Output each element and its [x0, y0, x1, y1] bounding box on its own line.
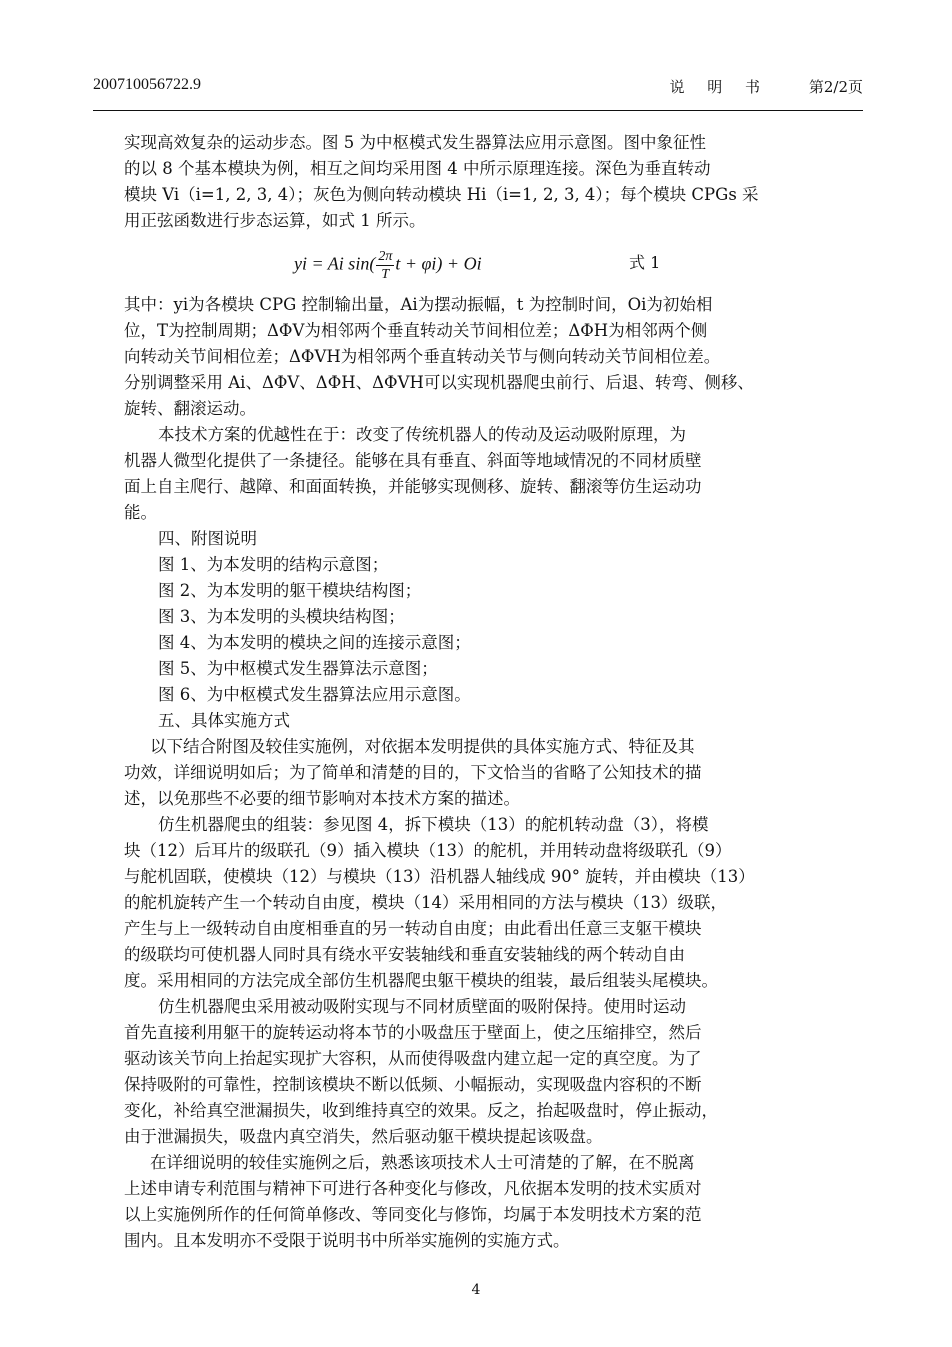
document-body: [124, 130, 788, 1254]
application-number: 200710056722.9: [93, 76, 201, 93]
paragraph-3: [124, 422, 788, 526]
text-line: 的舵机旋转产生一个转动自由度，模块（14）采用相同的方法与模块（13）级联，: [124, 893, 727, 912]
text-line: 其中：yi为各模块 CPG 控制输出量，Ai为摆动振幅，t 为控制时间，Oi为初始相: [124, 295, 713, 314]
text-line: 向转动关节间相位差；ΔΦVH为相邻两个垂直转动关节与侧向转动关节间相位差。: [124, 347, 721, 366]
paragraph-2: [124, 292, 788, 422]
formula-1: [124, 234, 788, 292]
text-line: 模块 Vi（i=1, 2, 3, 4）；灰色为侧向转动模块 Hi（i=1, 2, 3, 4）；每个模块 CPGs 采: [124, 185, 759, 204]
paragraph-5: [124, 812, 788, 994]
text-line: 能。: [124, 503, 157, 522]
formula-rhs: t + φi) + Oi: [395, 253, 482, 274]
text-line: 旋转、翻滚运动。: [124, 399, 256, 418]
fraction-denominator: T: [381, 267, 390, 282]
fraction-numerator: 2π: [378, 249, 393, 264]
figure-caption-item: 图 3、为本发明的头模块结构图；: [158, 607, 405, 626]
formula-lhs: yi = Ai sin(: [294, 253, 376, 274]
text-line: 用正弦函数进行步态运算，如式 1 所示。: [124, 211, 426, 230]
figure-caption-item: 图 4、为本发明的模块之间的连接示意图；: [158, 633, 471, 652]
text-line: 机器人微型化提供了一条捷径。能够在具有垂直、斜面等地域情况的不同材质壁: [124, 451, 702, 470]
text-line: 的以 8 个基本模块为例，相互之间均采用图 4 中所示原理连接。深色为垂直转动: [124, 159, 711, 178]
text-line: 功效，详细说明如后；为了简单和清楚的目的，下文恰当的省略了公知技术的描: [124, 763, 702, 782]
formula-label: 式 1: [629, 253, 661, 272]
text-line: 保持吸附的可靠性，控制该模块不断以低频、小幅振动，实现吸盘内容积的不断: [124, 1075, 702, 1094]
figure-caption-item: 图 1、为本发明的结构示意图；: [158, 555, 389, 574]
paragraph-4: [124, 734, 788, 812]
page-header: [93, 76, 863, 100]
text-line: 仿生机器爬虫的组装：参见图 4，拆下模块（13）的舵机转动盘（3），将模: [158, 815, 709, 834]
figure-caption-item: 图 5、为中枢模式发生器算法示意图；: [158, 659, 438, 678]
text-line: 驱动该关节向上抬起实现扩大容积，从而使得吸盘内建立起一定的真空度。为了: [124, 1049, 702, 1068]
text-line: 产生与上一级转动自由度相垂直的另一转动自由度；由此看出任意三支躯干模块: [124, 919, 702, 938]
text-line: 变化，补给真空泄漏损失，收到维持真空的效果。反之，抬起吸盘时，停止振动，: [124, 1101, 718, 1120]
page-number: 4: [471, 1282, 481, 1298]
text-line: 位，T为控制周期；ΔΦV为相邻两个垂直转动关节间相位差；ΔΦH为相邻两个侧: [124, 321, 708, 340]
text-line: 块（12）后耳片的级联孔（9）插入模块（13）的舵机，并用转动盘将级联孔（9）: [124, 841, 732, 860]
text-line: 实现高效复杂的运动步态。图 5 为中枢模式发生器算法应用示意图。图中象征性: [124, 133, 706, 152]
text-line: 由于泄漏损失，吸盘内真空消失，然后驱动躯干模块提起该吸盘。: [124, 1127, 603, 1146]
text-line: 仿生机器爬虫采用被动吸附实现与不同材质壁面的吸附保持。使用时运动: [158, 997, 686, 1016]
formula-expression: [294, 248, 482, 283]
text-line: 度。采用相同的方法完成全部仿生机器爬虫躯干模块的组装，最后组装头尾模块。: [124, 971, 718, 990]
text-line: 分别调整采用 Ai、ΔΦV、ΔΦH、ΔΦVH可以实现机器爬虫前行、后退、转弯、侧移、: [124, 373, 754, 392]
paragraph-7: [124, 1150, 788, 1254]
section-figures: [124, 526, 788, 734]
section-heading: 四、附图说明: [158, 529, 257, 548]
text-line: 与舵机固联，使模块（12）与模块（13）沿机器人轴线成 90° 旋转，并由模块（13）: [124, 867, 755, 886]
text-line: 在详细说明的较佳实施例之后，熟悉该项技术人士可清楚的了解，在不脱离: [150, 1153, 695, 1172]
text-line: 的级联均可使机器人同时具有绕水平安装轴线和垂直安装轴线的两个转动自由: [124, 945, 685, 964]
page-indicator: 第2/2页: [808, 78, 863, 96]
paragraph-6: [124, 994, 788, 1150]
section-heading: 五、具体实施方式: [158, 711, 290, 730]
formula-fraction: [376, 248, 394, 283]
text-line: 以上实施例所作的任何简单修改、等同变化与修饰，均属于本发明技术方案的范: [124, 1205, 702, 1224]
text-line: 面上自主爬行、越障、和面面转换，并能够实现侧移、旋转、翻滚等仿生运动功: [124, 477, 702, 496]
document-type: 说 明 书: [669, 78, 769, 96]
text-line: 以下结合附图及较佳实施例，对依据本发明提供的具体实施方式、特征及其: [150, 737, 695, 756]
text-line: 述，以免那些不必要的细节影响对本技术方案的描述。: [124, 789, 520, 808]
header-rule: [93, 110, 863, 111]
text-line: 围内。且本发明亦不受限于说明书中所举实施例的实施方式。: [124, 1231, 570, 1250]
text-line: 首先直接利用躯干的旋转运动将本节的小吸盘压于壁面上，使之压缩排空，然后: [124, 1023, 702, 1042]
text-line: 上述申请专利范围与精神下可进行各种变化与修改，凡依据本发明的技术实质对: [124, 1179, 702, 1198]
figure-caption-item: 图 6、为中枢模式发生器算法应用示意图。: [158, 685, 471, 704]
paragraph-1: [124, 130, 788, 234]
figure-caption-item: 图 2、为本发明的躯干模块结构图；: [158, 581, 422, 600]
text-line: 本技术方案的优越性在于：改变了传统机器人的传动及运动吸附原理，为: [158, 425, 686, 444]
